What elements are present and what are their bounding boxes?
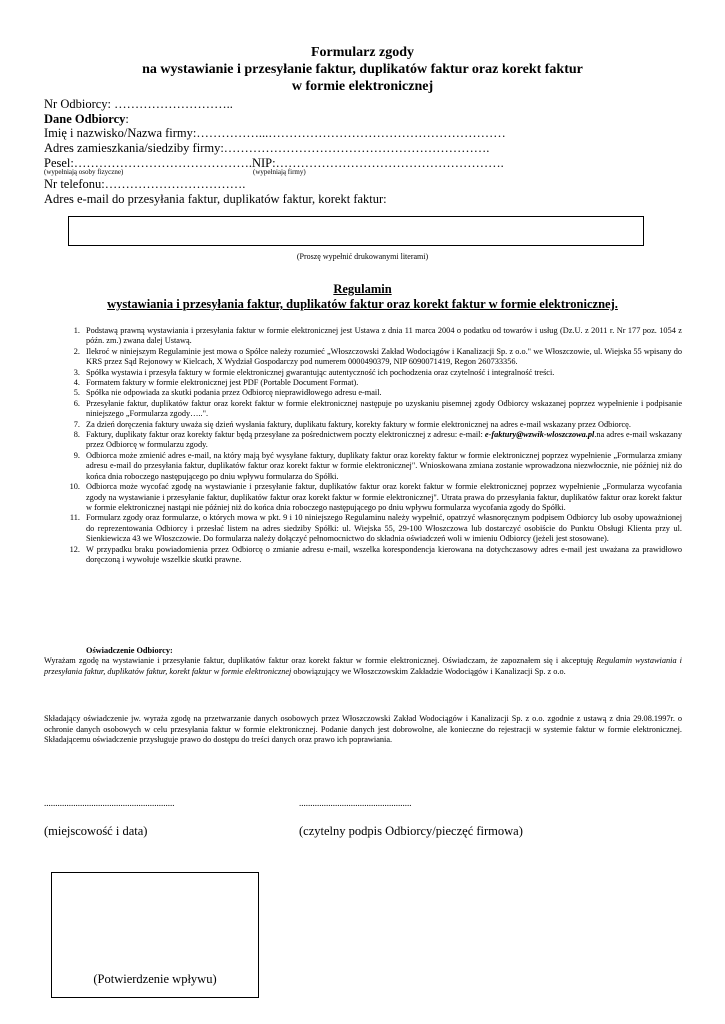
list-item-text: W przypadku braku powiadomienia przez Odbiorcę o zmianie adresu e-mail, wszelka korespondencja kierowana na dotychczasowy adres e-mail jest uważana za prawidłowo doręczoną i wywołuje wszelkie skutki prawne. [86,544,682,564]
list-item [69,482,682,513]
list-item-text: Formatem faktury w formie elektronicznej jest PDF (Portable Document Format). [86,378,359,388]
list-item-number: 1. [73,326,80,335]
list-item-text: Odbiorca może zmienić adres e-mail, na który mają być wysyłane faktury, duplikaty faktur oraz korekty faktur w formie elektronicznej poprzez wypełnienie „Formularza zmiany adresu e-mail do przesyłania faktur, duplikatów faktur oraz korekt faktur w formie elektronicznej". Wnioskowana zmiana zostanie wprowadzona niezwłocznie, nie później niż do końca dnia roboczego następującego po dniu wpływu formularza do Spółki. [86,450,682,481]
list-item-number: 12. [69,544,80,554]
list-item-number: 3. [73,367,80,377]
place-date-label: (miejscowość i data) [44,824,148,838]
recipient-data-heading-colon: : [125,112,129,126]
email-input-box[interactable] [68,216,644,246]
list-item [73,419,682,430]
recipient-number-field[interactable]: Nr Odbiorcy: ……………………….. [44,97,233,111]
consent-text-end: obowiązujący we Włoszczowskim Zakładzie Wodociągów i Kanalizacji Sp. z o.o. [291,666,566,676]
list-item-number: 6. [73,398,80,408]
consent-text-start: Wyrażam zgodę na wystawianie i przesyłanie faktur, duplikatów faktur oraz korekt faktur w formie elektronicznej. Oświadczam, że zapoznałem się i akceptuję [44,656,597,665]
list-item [69,544,682,566]
list-item-text: Za dzień doręczenia faktury uważa się dzień wysłania faktury, duplikatu faktury, korekty faktury w formie elektronicznej na adres e-mail wskazany przez Odbiorcę. [86,419,631,429]
form-subtitle: na wystawianie i przesyłanie faktur, duplikatów faktur oraz korekt faktur [142,62,583,77]
regulations-subtitle: wystawiania i przesyłania faktur, duplikatów faktur oraz korekt faktur w formie elektronicznej. [107,297,618,311]
list-item-text: Spółka wystawia i przesyła faktury w formie elektronicznej gwarantując autentyczność ich pochodzenia oraz czytelność i integralność treści. [86,367,555,377]
list-item-number: 8. [73,430,80,440]
list-item [73,398,682,420]
caps-note: (Proszę wypełnić drukowanymi literami) [296,252,429,261]
list-item-text: Formularz zgody oraz formularze, o których mowa w pkt. 9 i 10 niniejszego Regulaminu należy wypełnić, opatrzyć własnoręcznym podpisem Odbiorcy lub osoby upoważnionej do reprezentowania Odbiorcy i przesłać listem na adres siedziby Spółki: ul. Wiejska 55, 29-100 Włoszczowa lub dostarczyć osobiście do Punktu Obsługi Klienta przy ul. Sienkiewicza 43 we Włoszczowie. Do formularza należy dołączyć pełnomocnictwo do składnia oświadczeń woli w imieniu Odbiorcy (jeżeli jest stosowane). [86,513,682,544]
list-item-number: 7. [73,419,80,429]
list-item-text: Spółka nie odpowiada za skutki podania przez Odbiorcę nieprawidłowego adresu e-mail. [86,388,382,398]
list-item-number: 2. [73,346,80,356]
name-field[interactable]: Imię i nazwisko/Nazwa firmy:……………...………………………………………………… [44,126,506,140]
nip-note: (wypełniają firmy) [253,168,306,176]
consent-statement [44,656,682,677]
list-item-text: Podstawą prawną wystawiania i przesyłania faktur w formie elektronicznej jest Ustawa z dnia 11 marca 2004 o podatku od towarów i usług (Dz.U. z 2011 r. Nr 177 poz. 1054 z późn. zm.) zwana dalej Ustawą. [86,326,682,346]
list-item [73,326,682,347]
list-item [73,378,682,388]
list-item-number: 11. [69,513,80,523]
list-item [73,346,682,368]
list-item [73,367,682,378]
regulations-list [69,326,682,565]
consent-regulation-name: Regulamin wystawiania i przesyłania faktur, duplikatów faktur, korekt faktur w formie elektronicznej [44,656,682,676]
signature-line[interactable]: .................................................. [299,798,412,808]
form-title: Formularz zgody [310,45,415,60]
pesel-nip-field[interactable]: Pesel:…………………………………….NIP:………………………………………………. [44,156,504,170]
list-item [69,513,682,544]
invoice-email-link[interactable]: e-faktury@wzwik-wloszczowa.pl [484,430,595,440]
list-item [73,388,682,398]
list-item-number: 9. [73,450,80,460]
list-item [73,430,682,451]
consent-heading: Oświadczenie Odbiorcy: [86,646,173,655]
list-item-text-end: .na adres e-mail wskazany przez Odbiorcę w formularzu zgody. [86,430,682,450]
list-item-number: 5. [73,388,80,398]
place-date-line[interactable]: .......................................................... [44,798,175,808]
list-item-text: Ilekroć w niniejszym Regulaminie jest mowa o Spółce należy rozumieć „Włoszczowski Zakład Wodociągów i Kanalizacji Sp. z o.o." we Włoszczowie, ul. Wiejska 55 wpisany do KRS przez Sąd Rejonowy w Kielcach, X Wydział Gospodarczy pod numerem 0000490379, NIP 6090071419, Regon 260733356. [86,346,682,367]
data-processing-statement: Składający oświadczenie jw. wyraża zgodę na przetwarzanie danych osobowych przez Włoszczowski Zakład Wodociągów i Kanalizacji Sp. z o.o. zgodnie z ustawą z dnia 29.08.1997r. o ochronie danych osobowych w celu przesyłania faktur w formie elektronicznej. Podanie danych jest dobrowolne, ale konieczne do rejestracji w systemie faktur w formie elektronicznej. Składającemu oświadczenie przysługuje prawo do dostępu do treści danych oraz prawo ich poprawiania. [44,714,682,744]
receipt-confirmation-box [51,872,259,998]
list-item [73,450,682,482]
pesel-note: (wypełniają osoby fizyczne) [44,168,124,176]
list-item-number: 10. [69,482,80,492]
regulations-title: Regulamin [333,282,392,296]
list-item-number: 4. [73,378,80,388]
email-label: Adres e-mail do przesyłania faktur, duplikatów faktur, korekt faktur: [44,192,387,206]
signature-label: (czytelny podpis Odbiorcy/pieczęć firmowa) [299,824,523,838]
list-item-text: Faktury, duplikaty faktur oraz korekty faktur będą przesyłane za pośrednictwem poczty elektronicznej z adresu: e-mail: [86,430,485,440]
phone-field[interactable]: Nr telefonu:……………………………. [44,177,246,191]
recipient-data-heading [44,112,129,127]
address-field[interactable]: Adres zamieszkania/siedziby firmy:………………………………………………………. [44,141,490,155]
list-item-text: Odbiorca może wycofać zgodę na wystawianie i przesyłanie faktur, duplikatów faktur oraz korekt faktur w formie elektronicznej poprzez wypełnienie „Formularza wycofania zgody na wystawianie i przesyłanie faktur, duplikatów faktur oraz korekt faktur w formie elektronicznej". Utrata prawa do przesyłania faktur, duplikatów faktur oraz korekt faktur w formie elektronicznej nastąpi nie później niż do końca dnia roboczego następującego po dniu wpływu formularza wycofania zgody do Spółki. [86,482,682,512]
receipt-confirmation-label: (Potwierdzenie wpływu) [93,972,217,986]
form-subtitle-line3: w formie elektronicznej [291,79,434,94]
recipient-data-heading-text: Dane Odbiorcy [44,112,126,126]
list-item-text: Przesyłanie faktur, duplikatów faktur oraz korekt faktur w formie elektronicznej następuje po uzyskaniu pisemnej zgody Odbiorcy wskazanej poprzez wypełnienie i podpisanie niniejszego „Formularza zgody…..". [86,398,682,419]
